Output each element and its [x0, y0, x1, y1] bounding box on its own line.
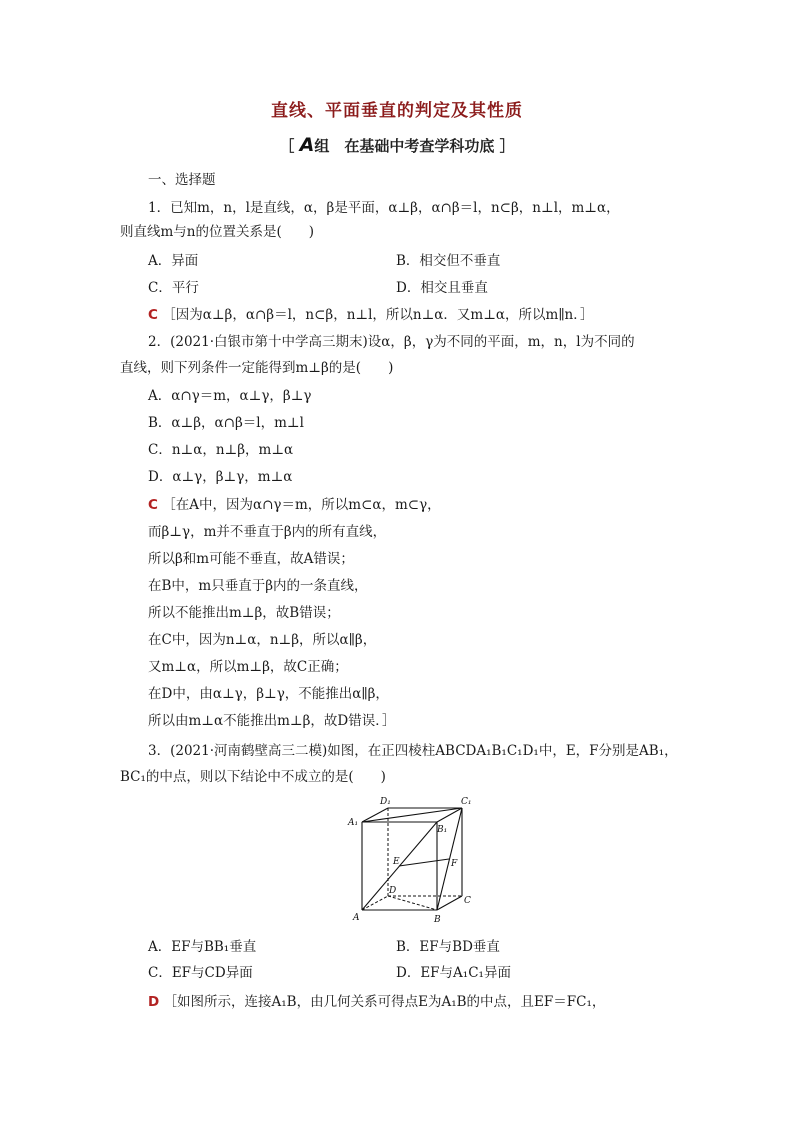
bracket-right: ］	[499, 137, 515, 155]
q2-explanation-5: 所以不能推出m⊥β，故B错误；	[148, 605, 340, 621]
q2-answer: C	[148, 497, 158, 513]
q3-answer-line	[148, 992, 605, 1012]
q3-option-c: C．EF与CD异面	[148, 965, 253, 981]
q2-explanation-6: 在C中，因为n⊥α，n⊥β，所以α∥β，	[148, 632, 377, 648]
q2-stem-line-1: 2．(2021·白银市第十中学高三期末)设α，β，γ为不同的平面，m，n，l为不同的	[148, 334, 635, 350]
q2-explanation-1: ［在A中，因为α∩γ＝m，所以m⊂α，m⊂γ，	[162, 497, 441, 513]
group-text: 组 在基础中考查学科功底	[314, 137, 495, 155]
q1-stem-line-1: 1．已知m，n，l是直线，α，β是平面，α⊥β，α∩β＝l，n⊂β，n⊥l，m⊥α，	[148, 200, 620, 216]
q1-option-a: A．异面	[148, 253, 199, 269]
label-f: F	[451, 859, 458, 869]
q1-answer: C	[148, 307, 158, 323]
q1-option-d: D．相交且垂直	[396, 280, 488, 296]
q3-stem-line-1: 3．(2021·河南鹤壁高三二模)如图，在正四棱柱ABCDA₁B₁C₁D₁中，E，F分别是AB₁，	[148, 743, 678, 759]
q1-explanation: ［因为α⊥β，α∩β＝l，n⊂β，n⊥l，所以n⊥α．又m⊥α，所以m∥n．］	[162, 307, 594, 323]
label-b1: B₁	[437, 825, 448, 835]
q3-option-a: A．EF与BB₁垂直	[148, 939, 257, 955]
page-title: 直线、平面垂直的判定及其性质	[271, 101, 523, 121]
label-c: C	[464, 896, 471, 906]
q3-explanation: ［如图所示，连接A₁B，由几何关系可得点E为A₁B的中点，且EF＝FC₁，	[163, 994, 606, 1010]
q2-explanation-3: 所以β和m可能不垂直，故A错误；	[148, 551, 354, 567]
segment-a1c1	[362, 808, 462, 822]
label-c1: C₁	[461, 797, 472, 807]
edge-ad	[362, 896, 388, 910]
q3-answer: D	[148, 994, 160, 1010]
q2-option-d: D．α⊥γ，β⊥γ，m⊥α	[148, 469, 293, 485]
segment-bc1	[437, 808, 462, 910]
q2-explanation-4: 在B中，m只垂直于β内的一条直线，	[148, 578, 368, 594]
q2-stem-line-2: 直线，则下列条件一定能得到m⊥β的是( )	[120, 360, 394, 376]
section-heading: 一、选择题	[148, 172, 216, 188]
label-d: D	[389, 886, 397, 896]
q1-answer-line	[148, 305, 594, 325]
q3-stem-line-2: BC₁的中点，则以下结论中不成立的是( )	[120, 769, 386, 785]
q2-explanation-8: 在D中，由α⊥γ，β⊥γ，不能推出α∥β，	[148, 686, 389, 702]
prism-figure	[340, 792, 480, 932]
segment-bd	[388, 896, 437, 910]
label-d1: D₁	[380, 797, 391, 807]
q3-option-d: D．EF与A₁C₁异面	[396, 965, 511, 981]
q3-option-b: B．EF与BD垂直	[396, 939, 500, 955]
q2-option-a: A．α∩γ＝m，α⊥γ，β⊥γ	[148, 388, 312, 404]
q1-stem-line-2: 则直线m与n的位置关系是( )	[120, 224, 315, 240]
q2-answer-line	[148, 495, 441, 515]
q2-explanation-9: 所以由m⊥α不能推出m⊥β，故D错误．］	[148, 713, 396, 729]
q1-option-b: B．相交但不垂直	[396, 253, 501, 269]
bracket-left: ［	[279, 137, 295, 155]
label-a: A	[353, 913, 360, 923]
q1-option-c: C．平行	[148, 280, 199, 296]
group-badge: A	[299, 134, 315, 156]
q2-explanation-7: 又m⊥α，所以m⊥β，故C正确；	[148, 659, 348, 675]
q2-explanation-2: 而β⊥γ，m并不垂直于β内的所有直线，	[148, 524, 387, 540]
label-b: B	[434, 915, 441, 925]
q2-option-b: B．α⊥β，α∩β＝l，m⊥l	[148, 415, 304, 431]
label-a1: A₁	[348, 818, 359, 828]
edge-bc	[437, 896, 462, 910]
segment-ef	[399, 859, 449, 866]
group-heading	[0, 134, 794, 156]
q2-option-c: C．n⊥α，n⊥β，m⊥α	[148, 442, 294, 458]
label-e: E	[393, 857, 400, 867]
